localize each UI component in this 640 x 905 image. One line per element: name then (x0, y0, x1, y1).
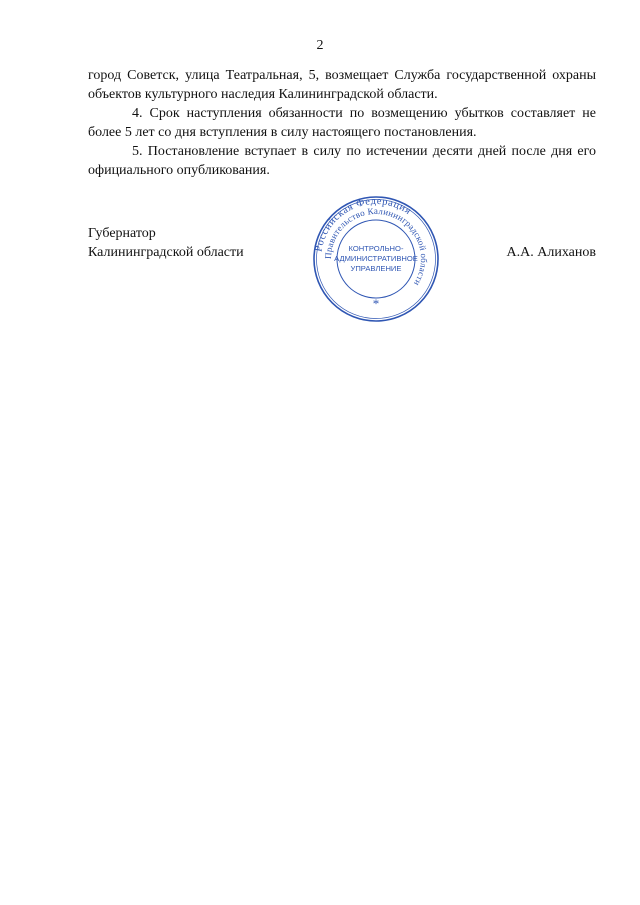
document-body (88, 66, 596, 180)
signatory-name: А.А. Алиханов (506, 245, 596, 260)
stamp-star-icon: * (372, 296, 380, 311)
stamp-center-line3: УПРАВЛЕНИЕ (350, 264, 402, 273)
signatory-title (88, 224, 244, 262)
page-number: 2 (316, 38, 324, 53)
signatory-title-line2: Калининградской области (88, 245, 244, 260)
paragraph-continuation: город Советск, улица Театральная, 5, возмещает Служба государственной охраны объектов культурного наследия Калининградской области. (88, 68, 596, 102)
stamp-outer-text: Российская Федерация (313, 195, 414, 253)
stamp-inner-text: Правительство Калининградской области (322, 205, 430, 288)
paragraph-item-4: 4. Срок наступления обязанности по возмещению убытков составляет не более 5 лет со дня вступления в силу настоящего постановления. (88, 106, 596, 140)
paragraph-item-5: 5. Постановление вступает в силу по истечении десяти дней после дня его официального опубликования. (88, 144, 596, 178)
signatory-title-line1: Губернатор (88, 226, 156, 241)
official-stamp (312, 195, 440, 323)
stamp-center-line2: АДМИНИСТРАТИВНОЕ (334, 254, 418, 263)
stamp-center-line1: КОНТРОЛЬНО- (348, 244, 404, 253)
